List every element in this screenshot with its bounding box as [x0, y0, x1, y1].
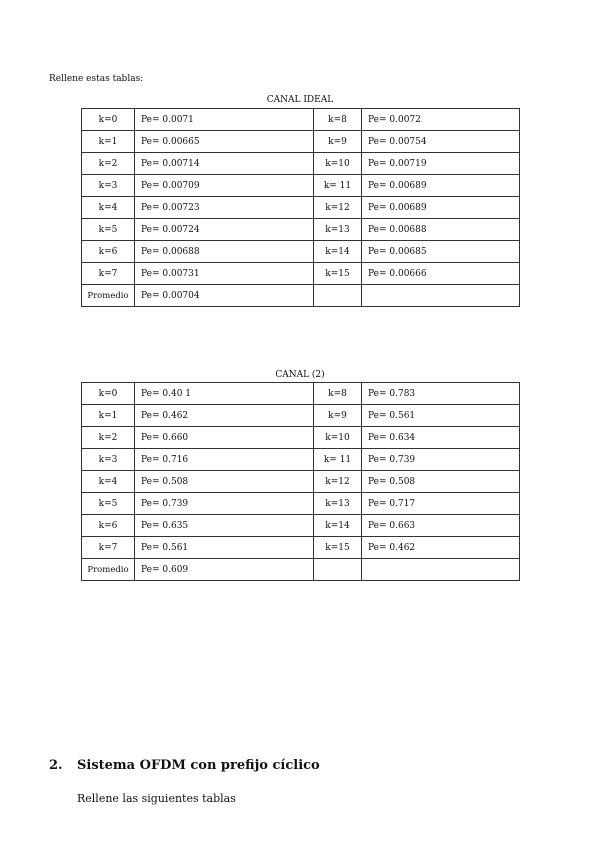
pe-cell: Pe= 0.663 — [362, 515, 520, 537]
k-cell: k=12 — [314, 197, 362, 219]
k-cell: k=12 — [314, 471, 362, 493]
k-cell: k=6 — [82, 241, 135, 263]
pe-cell: Pe= 0.00685 — [362, 241, 520, 263]
pe-cell: Pe= 0.00665 — [135, 131, 314, 153]
k-cell — [314, 559, 362, 581]
pe-cell: Pe= 0.561 — [362, 405, 520, 427]
table-caption-canal-2: CANAL (2) — [275, 370, 325, 380]
table-row — [82, 241, 520, 263]
intro-text: Rellene estas tablas: — [49, 74, 144, 84]
pe-cell: Pe= 0.40 1 — [135, 383, 314, 405]
pe-cell: Pe= 0.00714 — [135, 153, 314, 175]
table-row — [82, 285, 520, 307]
table-row — [82, 383, 520, 405]
pe-cell — [362, 285, 520, 307]
k-cell: k=15 — [314, 263, 362, 285]
table-row — [82, 175, 520, 197]
k-cell: k=4 — [82, 197, 135, 219]
table-caption-ideal: CANAL IDEAL — [266, 95, 334, 105]
pe-cell: Pe= 0.00704 — [135, 285, 314, 307]
section-heading — [49, 758, 320, 773]
k-cell: k=13 — [314, 219, 362, 241]
section-number: 2. — [49, 758, 63, 773]
pe-cell: Pe= 0.561 — [135, 537, 314, 559]
table-row — [82, 471, 520, 493]
k-cell — [314, 285, 362, 307]
k-cell: k=14 — [314, 241, 362, 263]
k-cell: k= 11 — [314, 175, 362, 197]
table-row — [82, 219, 520, 241]
pe-cell: Pe= 0.00724 — [135, 219, 314, 241]
k-cell: k=0 — [82, 383, 135, 405]
pe-cell: Pe= 0.783 — [362, 383, 520, 405]
k-cell: k=2 — [82, 427, 135, 449]
k-cell: k=5 — [82, 219, 135, 241]
table-row — [82, 427, 520, 449]
k-cell: k=3 — [82, 175, 135, 197]
table-row — [82, 131, 520, 153]
pe-cell: Pe= 0.0072 — [362, 109, 520, 131]
k-cell: k=1 — [82, 405, 135, 427]
pe-cell: Pe= 0.00688 — [362, 219, 520, 241]
table-canal-ideal — [81, 108, 520, 307]
pe-cell: Pe= 0.739 — [135, 493, 314, 515]
k-cell: Promedio — [82, 285, 135, 307]
k-cell: k=4 — [82, 471, 135, 493]
table-row — [82, 515, 520, 537]
pe-cell: Pe= 0.508 — [135, 471, 314, 493]
k-cell: k=2 — [82, 153, 135, 175]
section-title: Sistema OFDM con prefijo cíclico — [77, 758, 320, 773]
pe-cell: Pe= 0.739 — [362, 449, 520, 471]
k-cell: k=10 — [314, 153, 362, 175]
pe-cell: Pe= 0.508 — [362, 471, 520, 493]
k-cell: k=1 — [82, 131, 135, 153]
pe-cell: Pe= 0.00709 — [135, 175, 314, 197]
k-cell: k=5 — [82, 493, 135, 515]
k-cell: k=6 — [82, 515, 135, 537]
pe-cell — [362, 559, 520, 581]
pe-cell: Pe= 0.00723 — [135, 197, 314, 219]
table-row — [82, 405, 520, 427]
pe-cell: Pe= 0.462 — [135, 405, 314, 427]
pe-cell: Pe= 0.635 — [135, 515, 314, 537]
table-row — [82, 559, 520, 581]
pe-cell: Pe= 0.00719 — [362, 153, 520, 175]
pe-cell: Pe= 0.462 — [362, 537, 520, 559]
pe-cell: Pe= 0.0071 — [135, 109, 314, 131]
k-cell: k=15 — [314, 537, 362, 559]
k-cell: k=8 — [314, 109, 362, 131]
table-row — [82, 153, 520, 175]
pe-cell: Pe= 0.00689 — [362, 175, 520, 197]
k-cell: Promedio — [82, 559, 135, 581]
k-cell: k=10 — [314, 427, 362, 449]
table-row — [82, 109, 520, 131]
table-canal-2 — [81, 382, 520, 581]
k-cell: k=13 — [314, 493, 362, 515]
table-row — [82, 263, 520, 285]
pe-cell: Pe= 0.00731 — [135, 263, 314, 285]
section-instruction: Rellene las siguientes tablas — [77, 792, 236, 805]
k-cell: k=14 — [314, 515, 362, 537]
pe-cell: Pe= 0.00666 — [362, 263, 520, 285]
k-cell: k=8 — [314, 383, 362, 405]
pe-cell: Pe= 0.634 — [362, 427, 520, 449]
pe-cell: Pe= 0.00754 — [362, 131, 520, 153]
k-cell: k=3 — [82, 449, 135, 471]
pe-cell: Pe= 0.717 — [362, 493, 520, 515]
table-row — [82, 449, 520, 471]
table-row — [82, 197, 520, 219]
k-cell: k=7 — [82, 263, 135, 285]
pe-cell: Pe= 0.609 — [135, 559, 314, 581]
k-cell: k=7 — [82, 537, 135, 559]
k-cell: k=0 — [82, 109, 135, 131]
pe-cell: Pe= 0.716 — [135, 449, 314, 471]
table-row — [82, 493, 520, 515]
table-row — [82, 537, 520, 559]
k-cell: k= 11 — [314, 449, 362, 471]
pe-cell: Pe= 0.660 — [135, 427, 314, 449]
pe-cell: Pe= 0.00689 — [362, 197, 520, 219]
pe-cell: Pe= 0.00688 — [135, 241, 314, 263]
k-cell: k=9 — [314, 405, 362, 427]
k-cell: k=9 — [314, 131, 362, 153]
